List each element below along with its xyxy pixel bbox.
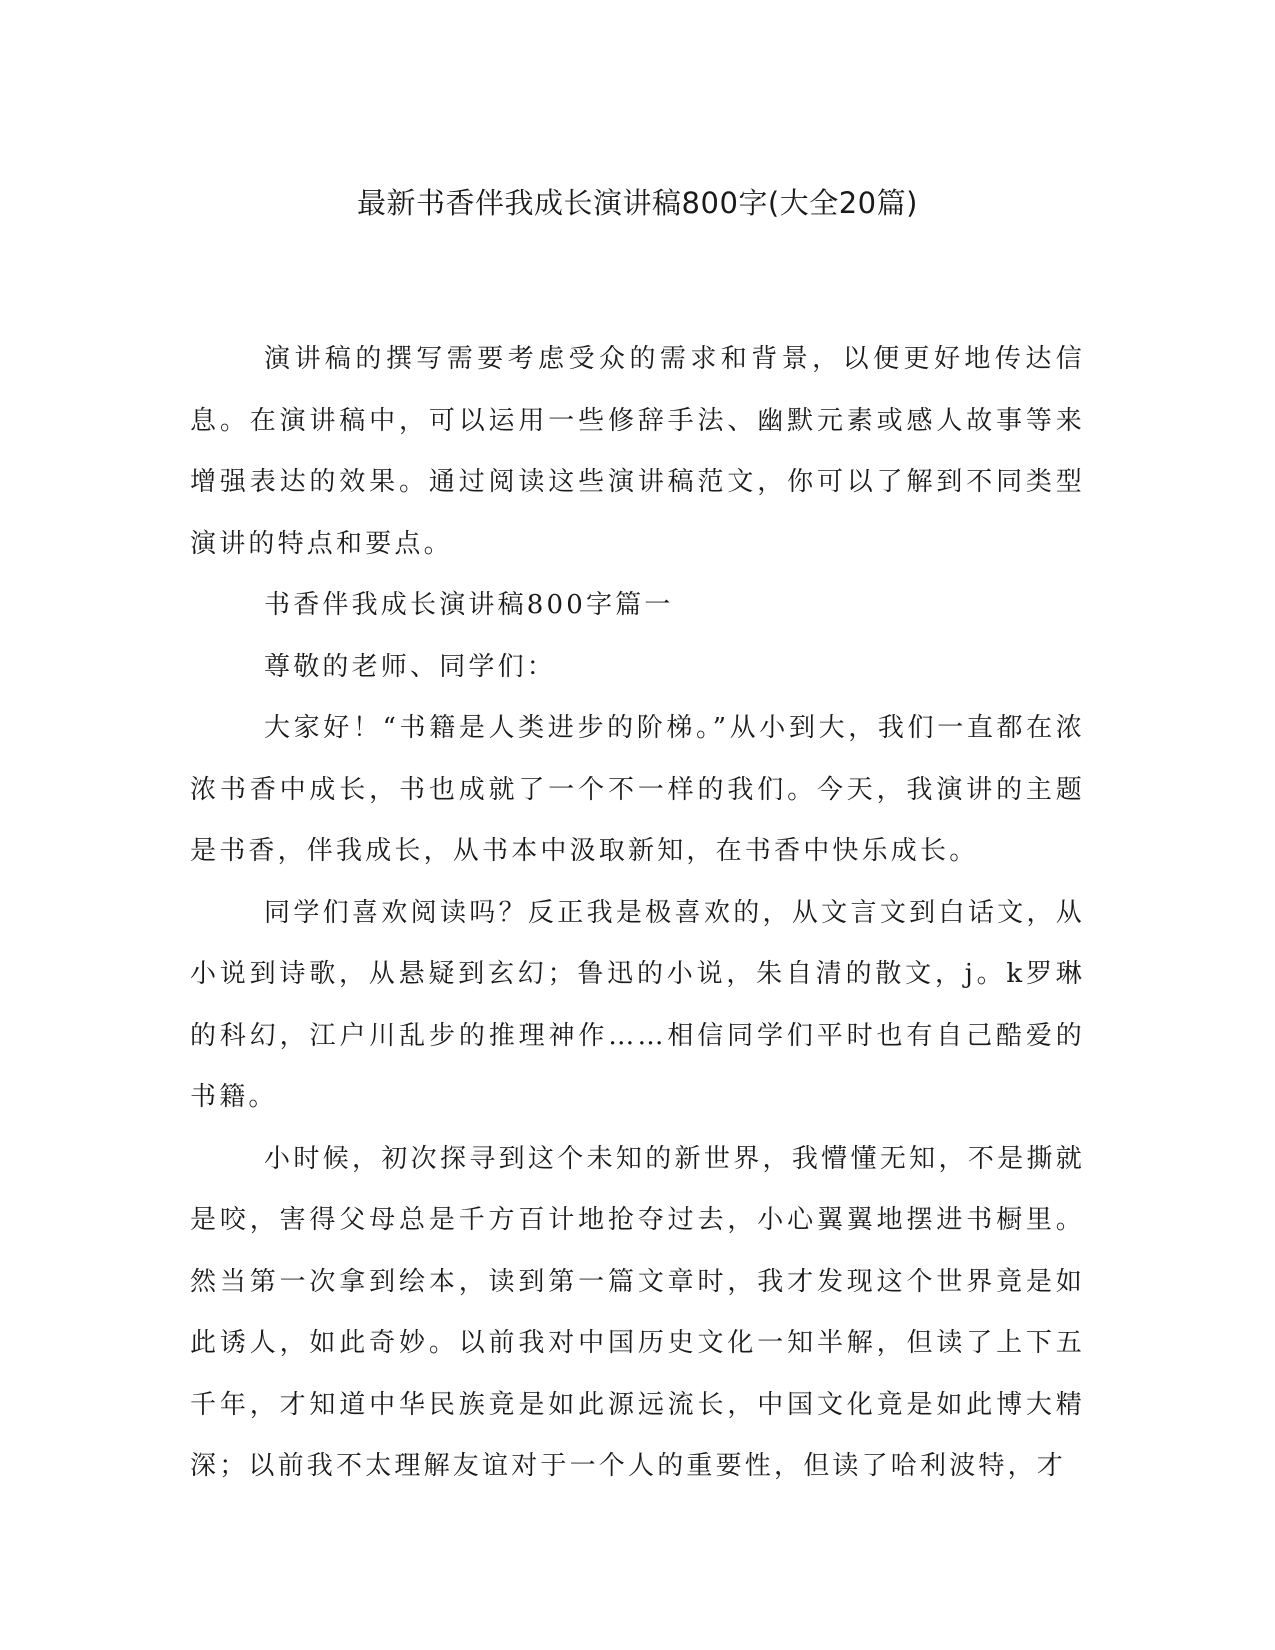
document-title: 最新书香伴我成长演讲稿800字(大全20篇)	[357, 186, 918, 220]
paragraph-intro: 演讲稿的撰写需要考虑受众的需求和背景，以便更好地传达信息。在演讲稿中，可以运用一些修辞手法、幽默元素或感人故事等来增强表达的效果。通过阅读这些演讲稿范文，你可以了解到不同类型演讲的特点和要点。	[190, 344, 1085, 559]
paragraph: 大家好！“书籍是人类进步的阶梯。”从小到大，我们一直都在浓浓书香中成长，书也成就了一个不一样的我们。今天，我演讲的主题是书香，伴我成长，从书本中汲取新知，在书香中快乐成长。	[190, 713, 1085, 866]
document-body	[190, 329, 1085, 1498]
section-heading: 书香伴我成长演讲稿800字篇一	[264, 590, 674, 620]
paragraph: 小时候，初次探寻到这个未知的新世界，我懵懂无知，不是撕就是咬，害得父母总是千方百计地抢夺过去，小心翼翼地摆进书橱里。然当第一次拿到绘本，读到第一篇文章时，我才发现这个世界竟是如此诱人，如此奇妙。以前我对中国历史文化一知半解，但读了上下五千年，才知道中华民族竟是如此源远流长，中国文化竟是如此博大精深；以前我不太理解友谊对于一个人的重要性，但读了哈利波特，才	[190, 1143, 1085, 1481]
paragraph: 同学们喜欢阅读吗？反正我是极喜欢的，从文言文到白话文，从小说到诗歌，从悬疑到玄幻；鲁迅的小说，朱自清的散文，j。k罗琳的科幻，江户川乱步的推理神作……相信同学们平时也有自己酷爱的书籍。	[190, 897, 1085, 1112]
salutation: 尊敬的老师、同学们：	[264, 651, 557, 682]
